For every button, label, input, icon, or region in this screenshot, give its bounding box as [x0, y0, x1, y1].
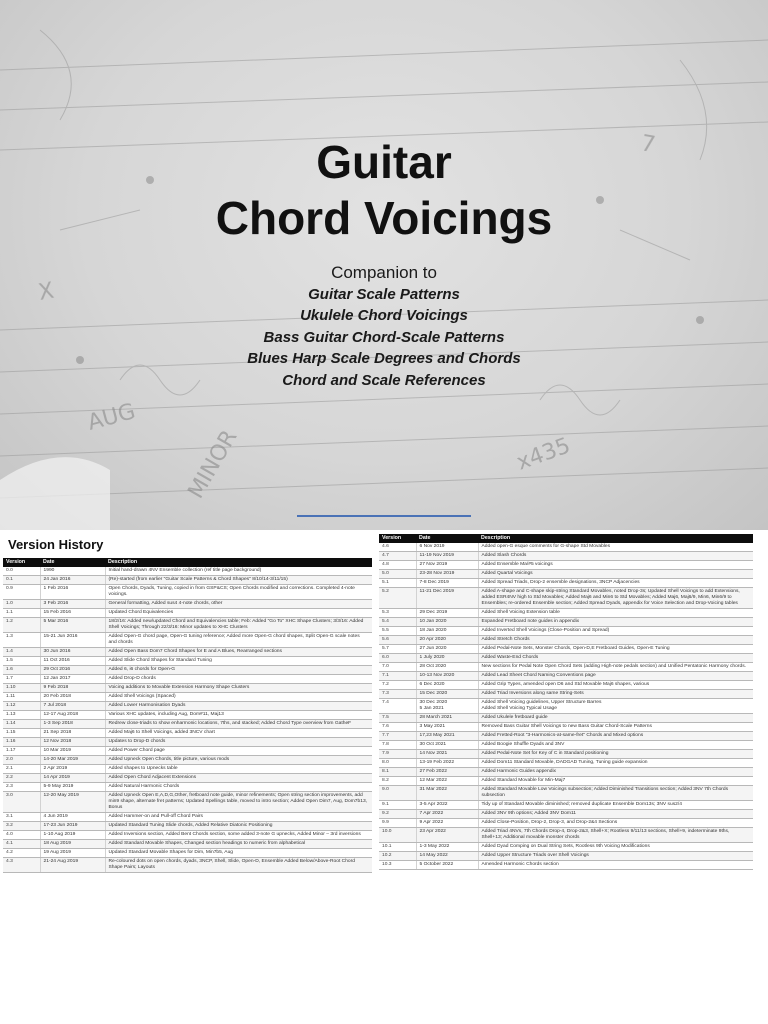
date-cell: 15 Dec 2020 [416, 690, 478, 699]
version-cell: 7.6 [379, 723, 416, 732]
column-header-date: Date [416, 534, 478, 543]
description-cell: Added Lead Sheet Chord Naming Conventions page [478, 672, 753, 681]
date-cell: 12 Mar 2022 [416, 777, 478, 786]
description-cell: Added shapes to Upnecks table [105, 765, 372, 774]
companion-titles [0, 284, 768, 391]
description-cell: General formatting, Added sus4 4-note chords, other [105, 600, 372, 609]
version-cell: 10.2 [379, 852, 416, 861]
version-cell: 4.7 [379, 552, 416, 561]
column-header-version: Version [379, 534, 416, 543]
description-cell: Added Natural Harmonic Chords [105, 783, 372, 792]
date-cell: 9 Feb 2018 [40, 684, 105, 693]
version-cell: 0.0 [3, 567, 40, 576]
description-cell: Added Ukulele fretboard guide [478, 714, 753, 723]
date-cell: 30 Jun 2016 [40, 648, 105, 657]
table-row [3, 792, 372, 813]
version-cell: 1.0 [3, 600, 40, 609]
table-row [379, 699, 753, 714]
description-cell: Added open-G esque comments for G-shape Std Movables [478, 543, 753, 552]
date-cell: 19 Aug 2019 [40, 849, 105, 858]
table-row [3, 774, 372, 783]
table-row [379, 645, 753, 654]
date-cell: 5 Mar 2016 [40, 618, 105, 633]
version-cell: 1.12 [3, 702, 40, 711]
description-cell: Added Hammer-on and Pull-off Chord Pairs [105, 813, 372, 822]
description-cell: Added Spread Triads, Drop-2 ensemble designations, 3NCP Adjacencies [478, 579, 753, 588]
date-cell: 30 Dec 2020 5 Jan 2021 [416, 699, 478, 714]
description-cell: Added Waste-End Chords [478, 654, 753, 663]
date-cell: 18 Aug 2019 [40, 840, 105, 849]
description-cell: Added Dyad Comping on Dual String Sets, Rootless 9th Voicing Modifications [478, 843, 753, 852]
date-cell: 9 Apr 2022 [416, 819, 478, 828]
version-cell: 1.3 [3, 633, 40, 648]
description-cell: Updated Standard Tuning Slide chords, Added Relative Diatonic Positioning [105, 822, 372, 831]
date-cell: 1 July 2020 [416, 654, 478, 663]
version-cell: 7.2 [379, 681, 416, 690]
description-cell: Added Pedal-Note Sets, Monster Chords, Open-D,E Fretboard Guides, Open-E Tuning [478, 645, 753, 654]
version-cell: 9.9 [379, 819, 416, 828]
date-cell: 5 October 2022 [416, 861, 478, 870]
date-cell: 28 March 2021 [416, 714, 478, 723]
date-cell: 3 May 2021 [416, 723, 478, 732]
table-row [379, 819, 753, 828]
table-row [3, 567, 372, 576]
table-row [379, 654, 753, 663]
description-cell: Tidy up of Standard Movable diminished; removed duplicate Ensemble Dom13s; 3NV sus2/4 [478, 801, 753, 810]
version-cell: 7.3 [379, 690, 416, 699]
description-cell: Added Ensemble Ma/#5 voicings [478, 561, 753, 570]
version-cell: 5.5 [379, 627, 416, 636]
date-cell: 13-19 Feb 2022 [416, 759, 478, 768]
table-row [379, 627, 753, 636]
table-row [379, 663, 753, 672]
table-row [3, 849, 372, 858]
date-cell: 1-3 May 2022 [416, 843, 478, 852]
description-cell: Added Shell Voicing guidelines, Upper Structure Barres Added Shell Voicing Typical Usage [478, 699, 753, 714]
table-row [3, 756, 372, 765]
description-cell: New sections for Pedal Note Open Chord Sets (adding High-note pedals section) and Unified Pentatonic Harmony chords. [478, 663, 753, 672]
table-row [3, 822, 372, 831]
version-cell: 4.3 [3, 858, 40, 873]
table-row [3, 747, 372, 756]
version-cell: 9.0 [379, 786, 416, 801]
date-cell: 3-5 Apr 2022 [416, 801, 478, 810]
column-header-date: Date [40, 558, 105, 567]
version-cell: 5.2 [379, 588, 416, 609]
version-cell: 2.1 [3, 765, 40, 774]
description-cell: Added Boogie Shuffle Dyads and 3NV [478, 741, 753, 750]
companion-label: Companion to [331, 263, 437, 282]
description-cell: Added Slash Chords [478, 552, 753, 561]
cover-title-line1: Guitar [316, 136, 452, 188]
description-cell: Added Dom11 Standard Movable, DADGAD Tuning, Tuning guide expansion [478, 759, 753, 768]
table-row [379, 636, 753, 645]
version-cell: 2.2 [3, 774, 40, 783]
version-cell: 3.2 [3, 822, 40, 831]
description-cell: 18/2/16: Added new/updated Chord and Equivalencies table; Feb: Added "Go To" XHC Shape Clusters; 3/3/16: Added Shell Voicings; Through 22/3/16: Minor updates to XHC Clusters [105, 618, 372, 633]
table-header-row [3, 558, 372, 567]
table-row [3, 633, 372, 648]
description-cell: Added Triad 4NVs, 7th Chords Drop-4, Drop-2&3, Shell+X; Rootless 9/11/13 sections, Shell+9, indeterminate 9ths, Shell+13; Additional movable monster chords [478, 828, 753, 843]
table-row [379, 552, 753, 561]
date-cell: 11-19 Nov 2019 [416, 552, 478, 561]
version-cell: 7.9 [379, 750, 416, 759]
version-cell: 7.0 [379, 663, 416, 672]
table-row [379, 801, 753, 810]
date-cell: 3 Feb 2016 [40, 600, 105, 609]
date-cell: 15-21 Jun 2016 [40, 633, 105, 648]
cover-divider-rule [297, 515, 471, 517]
date-cell: 17-23 Jun 2019 [40, 822, 105, 831]
date-cell: 18 Jan 2020 [416, 627, 478, 636]
table-row [379, 588, 753, 609]
date-cell: 10 Jan 2020 [416, 618, 478, 627]
companion-title: Blues Harp Scale Degrees and Chords [247, 350, 521, 368]
description-cell: Added Inversions section, Added Bent Chords section, some added 3-note G upnecks, Added Minor – 3rd inversions [105, 831, 372, 840]
table-row [379, 828, 753, 843]
version-cell: 1.6 [3, 666, 40, 675]
version-cell: 4.1 [3, 840, 40, 849]
version-cell: 5.7 [379, 645, 416, 654]
date-cell: 7 Apr 2022 [416, 810, 478, 819]
table-row [379, 723, 753, 732]
svg-text:MINOR: MINOR [183, 425, 243, 503]
table-row [3, 684, 372, 693]
date-cell: 5-9 May 2019 [40, 783, 105, 792]
companion-title: Bass Guitar Chord-Scale Patterns [263, 328, 505, 346]
date-cell: 20 Apr 2020 [416, 636, 478, 645]
table-row [3, 585, 372, 600]
description-cell: Added Power Chord page [105, 747, 372, 756]
date-cell: 15 Feb 2016 [40, 609, 105, 618]
description-cell: Added Pedal-Note Set for Key of C in Standard positioning [478, 750, 753, 759]
description-cell: Added Grip Types, amended open D6 and Std Movable Maj6 shapes, various [478, 681, 753, 690]
description-cell: Added Lower Harmonisation Dyads [105, 702, 372, 711]
table-row [379, 714, 753, 723]
table-row [3, 783, 372, 792]
version-cell: 9.2 [379, 810, 416, 819]
version-cell: 2.0 [3, 756, 40, 765]
description-cell: Added Open Chord Adjacent Extensions [105, 774, 372, 783]
version-cell: 4.0 [3, 831, 40, 840]
date-cell: 21 Sep 2018 [40, 729, 105, 738]
version-cell: 0.9 [3, 585, 40, 600]
table-row [379, 852, 753, 861]
date-cell: 1 Feb 2016 [40, 585, 105, 600]
description-cell: Added Upneck Open Chords, title picture, various mods [105, 756, 372, 765]
version-cell: 10.3 [379, 861, 416, 870]
column-header-description: Description [478, 534, 753, 543]
svg-text:AUG: AUG [85, 399, 139, 436]
description-cell: Added Stretch Chords [478, 636, 753, 645]
description-cell: Added Harmonic Guides appendix [478, 768, 753, 777]
table-row [379, 741, 753, 750]
description-cell: Added Inverted Shell Voicings (Close-Position and Spread) [478, 627, 753, 636]
date-cell: 10-13 Nov 2020 [416, 672, 478, 681]
version-cell: 1.2 [3, 618, 40, 633]
date-cell: 12 Nov 2018 [40, 738, 105, 747]
description-cell: Added Open Bass Dom7 Chord Shapes for E and A Blues, Rearranged sections [105, 648, 372, 657]
date-cell: 1990 [40, 567, 105, 576]
table-row [379, 618, 753, 627]
date-cell: 14 Nov 2021 [416, 750, 478, 759]
table-row [379, 786, 753, 801]
table-row [3, 813, 372, 822]
version-cell: 1.4 [3, 648, 40, 657]
description-cell: Voicing additions to Movable Extension Harmony Shape Clusters [105, 684, 372, 693]
version-cell: 7.5 [379, 714, 416, 723]
version-cell: 5.0 [379, 570, 416, 579]
version-cell: 10.1 [379, 843, 416, 852]
column-header-version: Version [3, 558, 40, 567]
date-cell: 14 Apr 2019 [40, 774, 105, 783]
description-cell: Added Fretted-Root "3-Harmonics-at-same-fret" Chords and Mixed options [478, 732, 753, 741]
date-cell: 30 Oct 2021 [416, 741, 478, 750]
date-cell: 23-28 Nov 2019 [416, 570, 478, 579]
description-cell: Added Standard Movable Shapes, Changed section headings to numeric from alphabetical [105, 840, 372, 849]
description-cell: Added 6, i6 chords for Open-G [105, 666, 372, 675]
date-cell: 10 Mar 2019 [40, 747, 105, 756]
description-cell: Added Standard Movable for Min-Maj7 [478, 777, 753, 786]
version-history-rows [379, 543, 753, 870]
date-cell: 12 Jan 2017 [40, 675, 105, 684]
table-row [379, 561, 753, 570]
table-row [3, 720, 372, 729]
date-cell: 23 Apr 2022 [416, 828, 478, 843]
table-header-row [379, 534, 753, 543]
description-cell: Added Maj6 to Shell Voicings, added 3NCV chart [105, 729, 372, 738]
version-cell: 4.2 [3, 849, 40, 858]
cover-title-line2: Chord Voicings [215, 192, 553, 244]
companion-title: Guitar Scale Patterns [308, 286, 460, 303]
date-cell: 29 Oct 2016 [40, 666, 105, 675]
date-cell: 27 Nov 2019 [416, 561, 478, 570]
version-cell: 1.7 [3, 675, 40, 684]
version-history-rows [3, 567, 372, 873]
date-cell: 27 Feb 2022 [416, 768, 478, 777]
version-cell: 10.0 [379, 828, 416, 843]
table-row [3, 711, 372, 720]
version-cell: 1.16 [3, 738, 40, 747]
table-row [379, 672, 753, 681]
table-row [3, 666, 372, 675]
table-row [3, 858, 372, 873]
version-cell: 1.10 [3, 684, 40, 693]
description-cell: (Re)-started (from earlier "Guitar Scale Patterns & Chord Shapes" 8/10/14-3/11/15) [105, 576, 372, 585]
table-row [3, 831, 372, 840]
table-row [3, 729, 372, 738]
version-cell: 5.1 [379, 579, 416, 588]
date-cell: 11 Oct 2016 [40, 657, 105, 666]
table-row [3, 765, 372, 774]
table-row [3, 675, 372, 684]
description-cell: Added Open-G chord page, Open-G tuning reference; Added more Open-G chord shapes, Split Open-G scale notes and chords [105, 633, 372, 648]
table-row [379, 759, 753, 768]
date-cell: 20 Feb 2018 [40, 693, 105, 702]
version-cell: 1.14 [3, 720, 40, 729]
description-cell: Added Slide Chord Shapes for Standard Tuning [105, 657, 372, 666]
description-cell: Open Chords, Dyads, Tuning, copied in from GSP&CS; Open Chords modified and corrections. Completed 4-note voicings. [105, 585, 372, 600]
description-cell: Various XHC updates, including Aug, Dom#11, Maj13 [105, 711, 372, 720]
version-history-heading: Version History [8, 537, 104, 552]
version-cell: 7.1 [379, 672, 416, 681]
version-cell: 7.8 [379, 741, 416, 750]
description-cell: Updates to Drop-D chords [105, 738, 372, 747]
table-row [3, 609, 372, 618]
version-cell: 3.1 [3, 813, 40, 822]
description-cell: Added Shell Voicings (Spaced) [105, 693, 372, 702]
table-row [3, 576, 372, 585]
description-cell: Initial hand-drawn 4NV Ensemble collection (ref title page background) [105, 567, 372, 576]
date-cell: 29 Dec 2019 [416, 609, 478, 618]
date-cell: 21-24 Aug 2019 [40, 858, 105, 873]
date-cell: 4 Jun 2019 [40, 813, 105, 822]
table-row [379, 843, 753, 852]
date-cell: 24 Jan 2016 [40, 576, 105, 585]
date-cell: 1-3 Sep 2018 [40, 720, 105, 729]
version-cell: 7.7 [379, 732, 416, 741]
version-cell: 8.1 [379, 768, 416, 777]
description-cell: Added Drop-D chords [105, 675, 372, 684]
version-cell: 1.13 [3, 711, 40, 720]
svg-text:x435: x435 [513, 433, 574, 476]
companion-block [0, 262, 768, 391]
table-row [3, 600, 372, 609]
version-cell: 5.4 [379, 618, 416, 627]
table-row [3, 738, 372, 747]
companion-title: Chord and Scale References [282, 371, 486, 389]
table-row [379, 732, 753, 741]
table-row [379, 777, 753, 786]
table-row [379, 579, 753, 588]
date-cell: 11-21 Dec 2019 [416, 588, 478, 609]
date-cell: 7 Jul 2018 [40, 702, 105, 711]
version-cell: 8.2 [379, 777, 416, 786]
version-cell: 6.0 [379, 654, 416, 663]
date-cell: 2 Apr 2019 [40, 765, 105, 774]
date-cell: 1-10 Aug 2019 [40, 831, 105, 840]
version-cell: 4.8 [379, 561, 416, 570]
description-cell: Amended Harmonic Chords section [478, 861, 753, 870]
description-cell: Added Shell Voicing Extension table [478, 609, 753, 618]
version-cell: 1.5 [3, 657, 40, 666]
date-cell: 6 Dec 2020 [416, 681, 478, 690]
version-cell: 8.0 [379, 759, 416, 768]
table-row [379, 570, 753, 579]
version-cell: 1.11 [3, 693, 40, 702]
description-cell: Updated Chord Equivalencies [105, 609, 372, 618]
date-cell: 6 Nov 2019 [416, 543, 478, 552]
column-header-description: Description [105, 558, 372, 567]
version-cell: 1.15 [3, 729, 40, 738]
table-row [3, 657, 372, 666]
version-cell: 1.17 [3, 747, 40, 756]
description-cell: Added Standard Movable Low Voicings subsection; Added Diminished Transitions section; Added 3NV 7th Chords subsection [478, 786, 753, 801]
description-cell: Redrew close-triads to show enharmonic locations, 7ths, and stacked; Added Chord Type overview from GatheF [105, 720, 372, 729]
version-cell: 5.3 [379, 609, 416, 618]
description-cell: Added A-shape and C-shape skip-string Standard Movables, noted Drop-3s; Updated Shell Voicings to add Extensions, added ESR4NV high to Std Movables; Added Maj6 and Min6 to Std Movables; Added Maj6, Maj6/9, Min6, Min6/9 to Ensembles; re-ordered Ensemble section; Added Spread Dyads, appendix for Voice Selection and Drop-Voicing tables [478, 588, 753, 609]
table-row [379, 690, 753, 699]
date-cell: 7-8 Dec 2019 [416, 579, 478, 588]
table-row [379, 681, 753, 690]
version-cell: 9.1 [379, 801, 416, 810]
table-row [379, 768, 753, 777]
version-cell: 7.4 [379, 699, 416, 714]
description-cell: Re-coloured dots on open chords, dyads, 3NCP, Shell, Slide, Open-D, Ensemble Added Below/Above-Root Chord Shape Pairs; Layouts [105, 858, 372, 873]
table-row [3, 693, 372, 702]
version-history-table-right [379, 534, 753, 870]
svg-text:7: 7 [638, 131, 658, 159]
version-history-table-left [3, 558, 372, 873]
version-cell: 0.1 [3, 576, 40, 585]
table-row [3, 648, 372, 657]
date-cell: 31 Mar 2022 [416, 786, 478, 801]
version-cell: 4.6 [379, 543, 416, 552]
table-row [379, 810, 753, 819]
version-cell: 3.0 [3, 792, 40, 813]
date-cell: 28 Oct 2020 [416, 663, 478, 672]
description-cell: Removed Bass Guitar Shell Voicings to new Bass Guitar Chord-Scale Patterns [478, 723, 753, 732]
companion-title: Ukulele Chord Voicings [300, 307, 468, 325]
date-cell: 27 Jun 2020 [416, 645, 478, 654]
date-cell: 12-20 May 2019 [40, 792, 105, 813]
version-cell: 1.1 [3, 609, 40, 618]
date-cell: 14 May 2022 [416, 852, 478, 861]
table-row [3, 702, 372, 711]
date-cell: 17,23 May 2021 [416, 732, 478, 741]
description-cell: Added Upneck Open E,A,D,G,Other, fretboard note guide, minor refinements; Open string section improvements, add min9 shape, alternate fret patterns; Updated Spellings table, moved to intro section; Added Open Dim7, Aug, Dom7b13, Bonus [105, 792, 372, 813]
description-cell: Added Quartal Voicings [478, 570, 753, 579]
table-row [3, 618, 372, 633]
date-cell: 14-20 Mar 2019 [40, 756, 105, 765]
table-row [379, 609, 753, 618]
date-cell: 12-17 Aug 2018 [40, 711, 105, 720]
version-cell: 2.3 [3, 783, 40, 792]
description-cell: Added 3NV 9th options; Added 3NV Dom11 [478, 810, 753, 819]
description-cell: Added Close-Position, Drop-2, Drop-3, and Drop-2&4 Sections [478, 819, 753, 828]
table-row [3, 840, 372, 849]
description-cell: Added Upper Structure Triads over Shell Voicings [478, 852, 753, 861]
description-cell: Updated Standard Movable Shapes for Dim, Min7b5, Aug [105, 849, 372, 858]
description-cell: Added Triad Inversions along same String-Sets [478, 690, 753, 699]
table-row [379, 750, 753, 759]
description-cell: Expanded Fretboard note guides in appendix [478, 618, 753, 627]
svg-text:X: X [36, 278, 56, 306]
version-cell: 5.6 [379, 636, 416, 645]
table-row [379, 861, 753, 870]
table-row [379, 543, 753, 552]
